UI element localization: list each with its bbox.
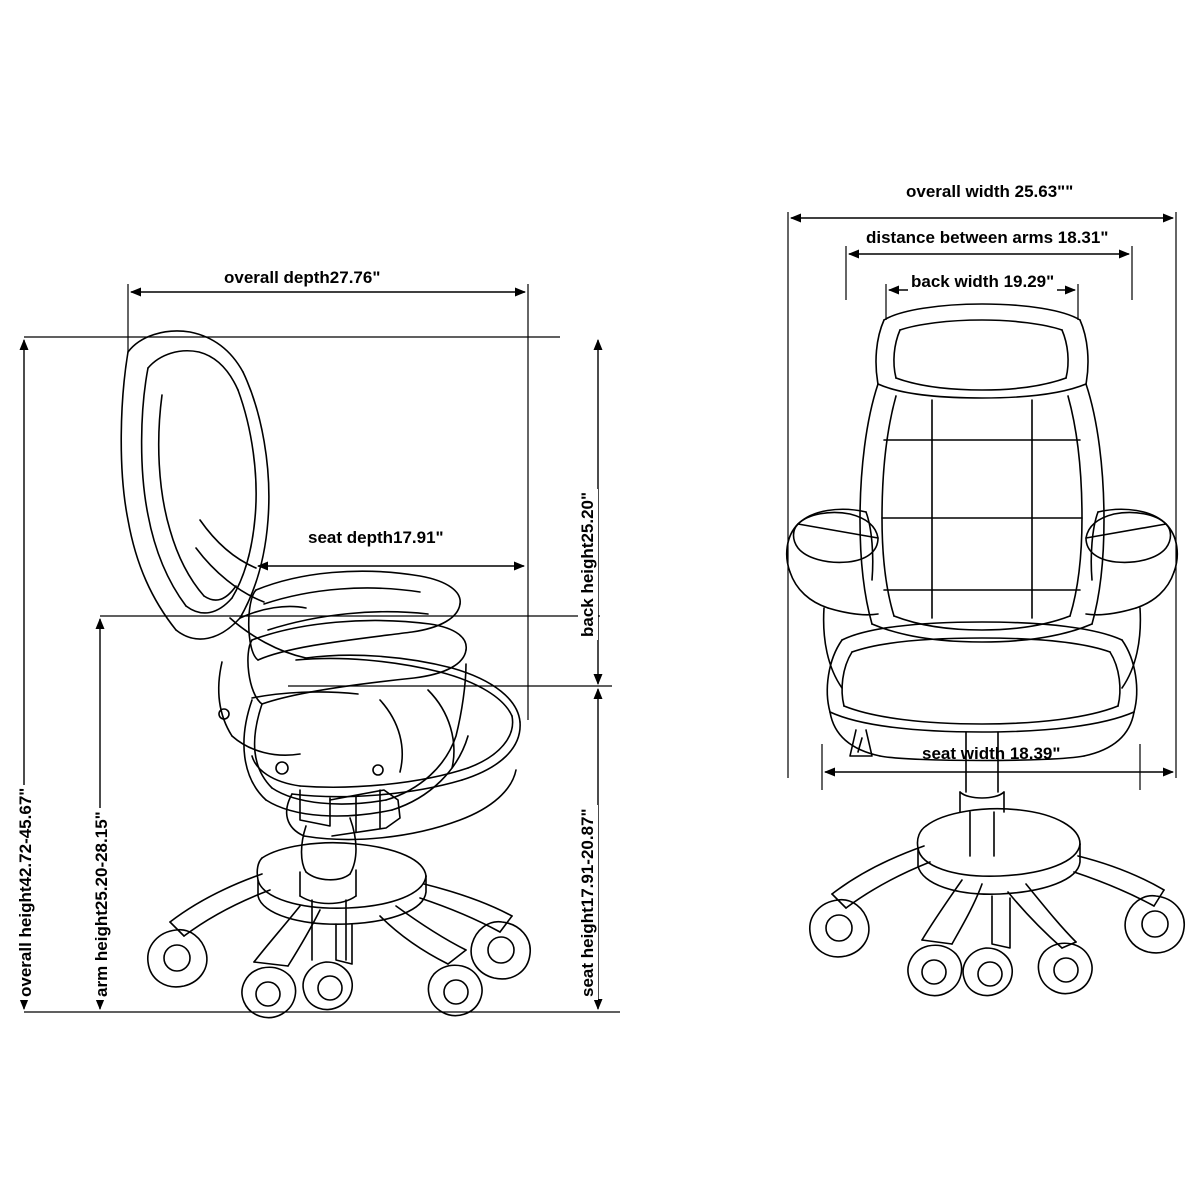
label-overall-height: overall height42.72-45.67" [16,785,36,1000]
front-view-chair [787,304,1184,996]
label-seat-height: seat height17.91-20.87" [578,805,598,1000]
label-seat-depth: seat depth17.91" [305,528,447,548]
label-overall-depth: overall depth27.76" [221,268,383,288]
label-back-height: back height25.20" [578,489,598,640]
label-arm-height: arm height25.20-28.15" [92,808,112,1000]
side-view-chair [121,331,530,1018]
label-back-width: back width 19.29" [908,272,1057,292]
label-distance-between-arms: distance between arms 18.31" [863,228,1111,248]
label-overall-width: overall width 25.63"" [903,182,1076,202]
label-seat-width: seat width 18.39" [922,744,1061,763]
